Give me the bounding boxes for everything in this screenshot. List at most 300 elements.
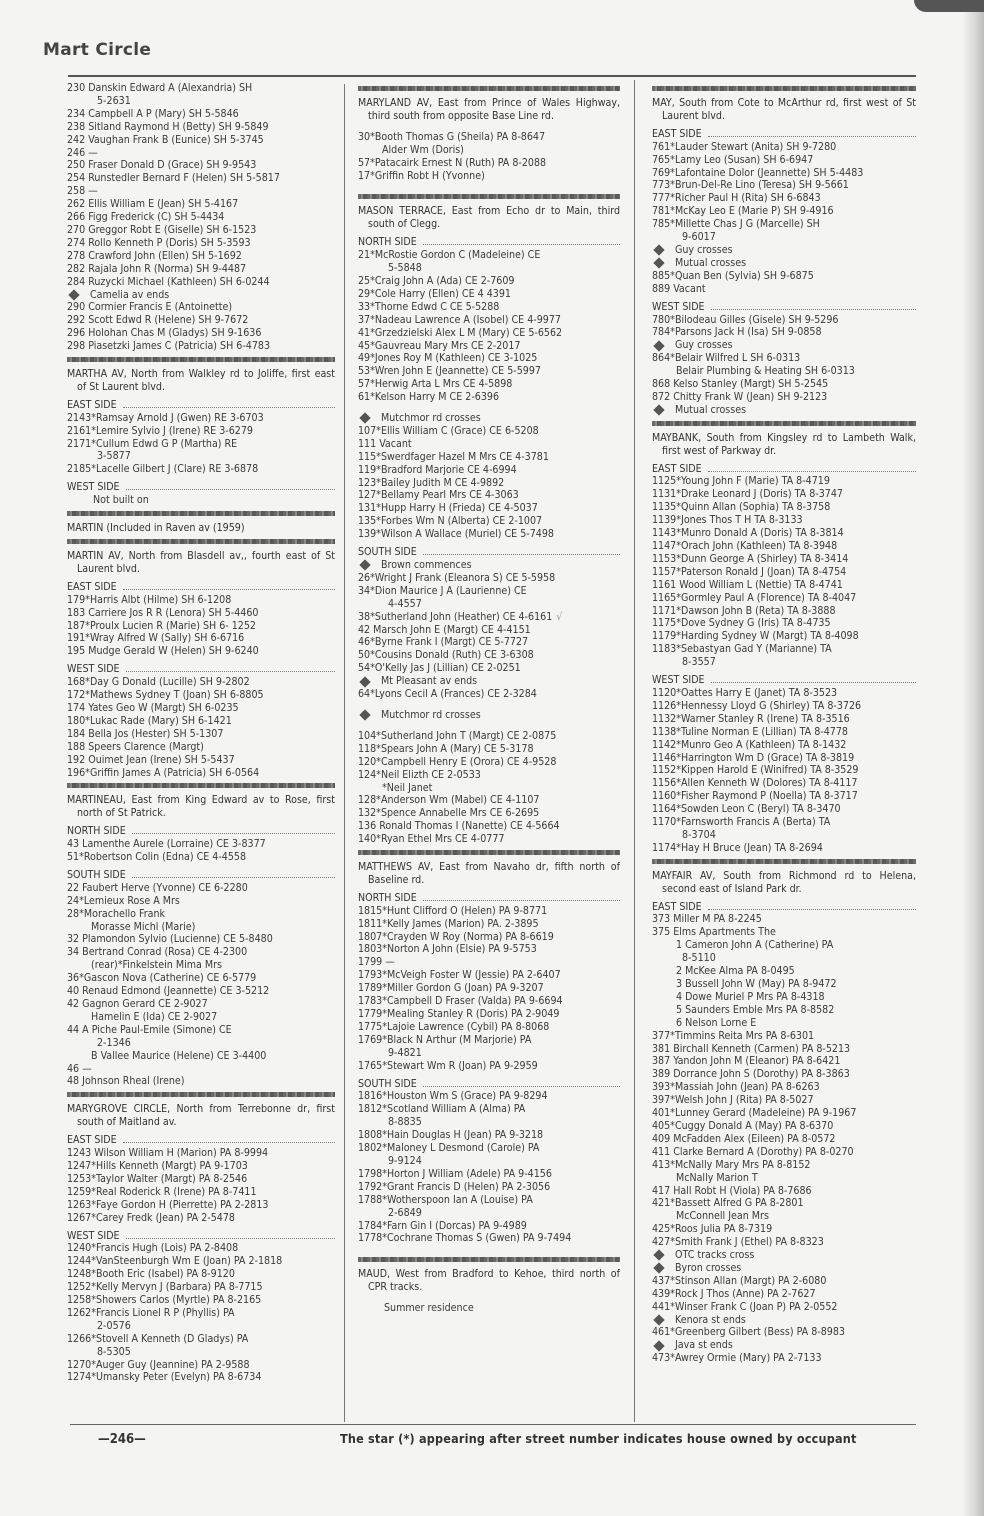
sub-entry: B Vallee Maurice (Helene) CE 3-4400 <box>91 1049 267 1062</box>
phone-continuation: 8-3557 <box>682 656 716 669</box>
cross-street-marker <box>652 1249 916 1262</box>
diamond-icon <box>653 1340 664 1351</box>
residence-entry: 473*Awrey Ormie (Mary) PA 2-7133 <box>652 1352 822 1365</box>
residence-entry: 1183*Sebastyan Gad Y (Marianne) TA <box>652 643 832 656</box>
leader-dots <box>423 236 620 245</box>
street-heading: MARTIN (Included in Raven av (1959) <box>67 522 245 535</box>
residence-entry: 274 Rollo Kenneth P (Doris) SH 5-3593 <box>67 236 251 249</box>
residence-entry: 1161 Wood William L (Nettie) TA 8-4741 <box>652 578 843 591</box>
side-heading <box>67 1230 335 1243</box>
residence-entry: 238 Sitland Raymond H (Betty) SH 9-5849 <box>67 120 269 133</box>
section-divider <box>358 194 620 199</box>
marker-label: Guy crosses <box>675 243 733 256</box>
leader-dots <box>126 663 335 672</box>
residence-entry: 885*Quan Ben (Sylvia) SH 9-6875 <box>652 269 814 282</box>
residence-entry: 30*Booth Thomas G (Sheila) PA 8-8647 <box>358 130 546 143</box>
residence-entry: 42 Marsch John E (Margt) CE 4-4151 <box>358 623 531 636</box>
diamond-icon <box>359 710 370 721</box>
residence-entry: 132*Spence Annabelle Mrs CE 6-2695 <box>358 807 540 820</box>
residence-entry: 37*Nadeau Lawrence A (Isobel) CE 4-9977 <box>358 313 561 326</box>
side-heading <box>67 399 335 412</box>
residence-entry: 1252*Kelly Mervyn J (Barbara) PA 8-7715 <box>67 1281 263 1294</box>
residence-entry: 1146*Harrington Wm D (Grace) TA 8-3819 <box>652 751 855 764</box>
street-heading: MARYGROVE CIRCLE, North from Terrebonne dr, first south of Maitland av. <box>67 1103 335 1129</box>
marker-label: Java st ends <box>675 1339 733 1352</box>
spacer <box>358 404 620 412</box>
residence-entry: 2161*Lemire Sylvio J (Irene) RE 3-6279 <box>67 424 253 437</box>
residence-entry: 246 — <box>67 146 98 159</box>
residence-entry: 41*Grzedzielski Alex L M (Mary) CE 5-6562 <box>358 326 563 339</box>
residence-entry: 461*Greenberg Gilbert (Bess) PA 8-8983 <box>652 1326 845 1339</box>
side-heading <box>67 1134 335 1147</box>
spacer <box>358 1294 620 1302</box>
residence-entry: 1147*Orach John (Kathleen) TA 8-3948 <box>652 540 838 552</box>
residence-entry: 401*Lunney Gerard (Madeleine) PA 9-1967 <box>652 1107 857 1120</box>
side-label: NORTH SIDE <box>67 825 126 838</box>
residence-entry: 180*Lukac Rade (Mary) SH 6-1421 <box>67 714 232 727</box>
residence-entry: 1258*Showers Carlos (Myrtle) PA 8-2165 <box>67 1294 262 1307</box>
residence-entry: 1171*Dawson John B (Reta) TA 8-3888 <box>652 604 836 617</box>
residence-entry: 413*McNally Mary Mrs PA 8-8152 <box>652 1158 811 1171</box>
residence-entry: 437*Stinson Allan (Margt) PA 2-6080 <box>652 1274 827 1287</box>
residence-entry: 1132*Warner Stanley R (Irene) TA 8-3516 <box>652 712 850 725</box>
residence-entry: 290 Cormier Francis E (Antoinette) <box>67 301 233 314</box>
diamond-icon <box>359 560 370 571</box>
residence-entry: 44 A Piche Paul-Emile (Simone) CE <box>67 1023 232 1036</box>
residence-entry: 50*Cousins Donald (Ruth) CE 3-6308 <box>358 649 534 662</box>
side-label: SOUTH SIDE <box>358 546 417 559</box>
cross-street-marker <box>358 709 620 722</box>
residence-entry: 1248*Booth Eric (Isabel) PA 8-9120 <box>67 1268 235 1281</box>
diamond-icon <box>653 405 664 416</box>
residence-entry: 168*Day G Donald (Lucille) SH 9-2802 <box>67 676 250 689</box>
sub-entry: Alder Wm (Doris) <box>382 143 464 156</box>
leader-dots <box>708 128 916 137</box>
residence-entry: 192 Ouimet Jean (Irene) SH 5-5437 <box>67 753 235 766</box>
marker-label: Mutual crosses <box>675 256 747 269</box>
residence-entry: 139*Wilson A Wallace (Muriel) CE 5-7498 <box>358 528 554 541</box>
residence-entry: 1244*VanSteenburgh Wm E (Joan) PA 2-1818 <box>67 1255 283 1268</box>
cross-street-marker <box>358 412 620 425</box>
phone-continuation: 8-5305 <box>97 1345 131 1358</box>
ownership-footnote: The star (*) appearing after street number indicates house owned by occupant <box>340 1431 857 1446</box>
directory-column-1 <box>67 82 335 1384</box>
residence-entry: 266 Figg Frederick (C) SH 5-4434 <box>67 211 225 224</box>
residence-entry: 439*Rock J Thos (Anne) PA 2-7627 <box>652 1287 816 1300</box>
residence-entry: 1815*Hunt Clifford O (Helen) PA 9-8771 <box>358 904 548 917</box>
residence-entry: 1240*Francis Hugh (Lois) PA 2-8408 <box>67 1242 239 1255</box>
phone-continuation: 4-4557 <box>388 597 422 610</box>
street-heading: MAYBANK, South from Kingsley rd to Lambeth Walk, first west of Parkway dr. <box>652 431 916 457</box>
residence-entry: 389 Dorrance John S (Dorothy) PA 8-3863 <box>652 1068 850 1081</box>
residence-entry <box>358 611 620 624</box>
residence-entry: 45*Gauvreau Mary Mrs CE 2-2017 <box>358 339 521 352</box>
residence-entry: 292 Scott Edwd R (Helene) SH 9-7672 <box>67 314 249 327</box>
diamond-icon <box>653 1250 664 1261</box>
residence-entry: 191*Wray Alfred W (Sally) SH 6-6716 <box>67 632 245 645</box>
side-heading <box>652 463 916 476</box>
residence-entry: 115*Swerdfager Hazel M Mrs CE 4-3781 <box>358 450 549 463</box>
residence-entry: 188 Speers Clarence (Margt) <box>67 740 204 753</box>
residence-entry: 872 Chitty Frank W (Jean) SH 9-2123 <box>652 390 828 403</box>
side-label: WEST SIDE <box>652 300 705 313</box>
residence-entry: 1263*Faye Gordon H (Pierrette) PA 2-2813 <box>67 1198 269 1211</box>
cross-street-marker <box>652 404 916 417</box>
section-divider <box>67 1092 335 1097</box>
residence-entry: 258 — <box>67 185 98 198</box>
residence-entry: 51*Robertson Colin (Edna) CE 4-4558 <box>67 851 247 864</box>
residence-entry: 381 Birchall Kenneth (Carmen) PA 8-5213 <box>652 1042 851 1055</box>
residence-entry: 411 Clarke Bernard A (Dorothy) PA 8-0270 <box>652 1145 854 1158</box>
residence-entry: 136 Ronald Thomas I (Nanette) CE 4-5664 <box>358 820 560 833</box>
residence-entry: 46 — <box>67 1062 92 1075</box>
cross-street-marker <box>652 1262 916 1275</box>
residence-entry: 1157*Paterson Ronald J (Joan) TA 8-4754 <box>652 565 847 578</box>
phone-continuation: 5-2631 <box>97 94 131 107</box>
residence-entry: 120*Campbell Henry E (Orora) CE 4-9528 <box>358 755 557 768</box>
residence-entry: 405*Cuggy Donald A (May) PA 8-6370 <box>652 1119 834 1132</box>
section-divider <box>652 859 916 864</box>
column-divider <box>634 80 635 1422</box>
residence-entry: 140*Ryan Ethel Mrs CE 4-0777 <box>358 833 505 846</box>
residence-entry: 1789*Miller Gordon G (Joan) PA 9-3207 <box>358 982 544 995</box>
residence-entry: 777*Richer Paul H (Rita) SH 6-6843 <box>652 192 821 205</box>
phone-continuation: 8-8835 <box>388 1116 422 1129</box>
residence-entry: 1160*Fisher Raymond P (Noella) TA 8-3717 <box>652 790 858 803</box>
street-heading: MARYLAND AV, East from Prince of Wales Highway, third south from opposite Base Line rd. <box>358 97 620 122</box>
cross-street-marker <box>652 257 916 270</box>
leader-dots <box>126 1230 335 1239</box>
residence-entry: 42 Gagnon Gerard CE 2-9027 <box>67 998 208 1010</box>
residence-entry: 1812*Scotland William A (Alma) PA <box>358 1103 526 1116</box>
street-heading: MASON TERRACE, East from Echo dr to Main, third south of Clegg. <box>358 205 620 231</box>
section-divider <box>652 421 916 426</box>
residence-entry: 781*McKay Leo E (Marie P) SH 9-4916 <box>652 205 834 218</box>
residence-entry: 124*Neil Elizth CE 2-0533 <box>358 768 481 781</box>
sub-entry: (rear)*Finkelstein Mima Mrs <box>91 959 222 972</box>
residence-entry: 298 Piasetzki James C (Patricia) SH 6-4783 <box>67 340 271 353</box>
marker-label: OTC tracks cross <box>675 1249 755 1262</box>
spacer <box>358 182 620 190</box>
residence-entry: 282 Rajala John R (Norma) SH 9-4487 <box>67 262 247 275</box>
street-heading: MATTHEWS AV, East from Navaho dr, fifth north of Baseline rd. <box>358 861 620 886</box>
cross-street-marker <box>652 244 916 257</box>
residence-entry: 46*Byrne Frank I (Margt) CE 5-7727 <box>358 636 529 649</box>
residence-entry: 57*Herwig Arta L Mrs CE 4-5898 <box>358 378 513 391</box>
cross-street-marker <box>652 1339 916 1352</box>
residence-entry: 1274*Umansky Peter (Evelyn) PA 8-6734 <box>67 1371 262 1384</box>
residence-entry: 195 Mudge Gerald W (Helen) SH 9-6240 <box>67 645 259 658</box>
spacer <box>358 1245 620 1253</box>
residence-entry: 1798*Horton J William (Adele) PA 9-4156 <box>358 1167 552 1180</box>
residence-entry: 421*Bassett Alfred G PA 8-2801 <box>652 1197 804 1210</box>
residence-entry: 296 Holohan Chas M (Gladys) SH 9-1636 <box>67 327 262 340</box>
diamond-icon <box>653 258 664 269</box>
leader-dots <box>126 481 335 490</box>
residence-entry: 393*Massiah John (Jean) PA 8-6263 <box>652 1081 820 1094</box>
residence-entry: 21*McRostie Gordon C (Madeleine) CE <box>358 249 541 262</box>
cross-street-marker <box>358 559 620 572</box>
residence-entry: 28*Morachello Frank <box>67 907 166 920</box>
residence-entry: 64*Lyons Cecil A (Frances) CE 2-3284 <box>358 688 537 701</box>
phone-continuation: 2-6849 <box>388 1206 422 1219</box>
marker-label: Mt Pleasant av ends <box>381 675 478 688</box>
residence-entry: 761*Lauder Stewart (Anita) SH 9-7280 <box>652 140 837 153</box>
residence-entry: 34 Bertrand Conrad (Rosa) CE 4-2300 <box>67 946 248 959</box>
column-divider <box>344 84 345 1422</box>
residence-entry: 1156*Allen Kenneth W (Dolores) TA 8-4117 <box>652 777 858 790</box>
street-heading: MAYFAIR AV, South from Richmond rd to Helena, second east of Island Park dr. <box>652 869 916 895</box>
residence-entry: 2171*Cullum Edwd G P (Martha) RE <box>67 437 238 450</box>
residence-entry: 250 Fraser Donald D (Grace) SH 9-9543 <box>67 159 257 172</box>
check-mark-icon: √ <box>556 610 563 623</box>
sub-entry: 1 Cameron John A (Catherine) PA <box>676 939 834 952</box>
marker-label: Guy crosses <box>675 339 733 352</box>
side-label: NORTH SIDE <box>358 236 417 249</box>
leader-dots <box>423 1078 620 1087</box>
street-heading: MARTINEAU, East from King Edward av to Rose, first north of St Patrick. <box>67 794 335 820</box>
residence-entry: 123*Bailey Judith M CE 4-9892 <box>358 476 505 489</box>
residence-entry: 118*Spears John A (Mary) CE 5-3178 <box>358 742 534 755</box>
residence-entry: 1775*Lajoie Lawrence (Cybil) PA 8-8068 <box>358 1020 550 1033</box>
leader-dots <box>123 1134 335 1143</box>
residence-entry: 107*Ellis William C (Grace) CE 6-5208 <box>358 424 539 437</box>
side-heading <box>67 663 335 676</box>
residence-entry: 24*Lemieux Rose A Mrs <box>67 894 180 907</box>
residence-entry: 183 Carriere Jos R R (Lenora) SH 5-4460 <box>67 606 259 619</box>
residence-entry: 1253*Taylor Walter (Margt) PA 8-2546 <box>67 1172 248 1185</box>
side-heading <box>652 674 916 687</box>
residence-entry: 25*Craig John A (Ada) CE 2-7609 <box>358 274 515 287</box>
side-heading <box>358 236 620 249</box>
residence-entry: 1152*Kippen Harold E (Winifred) TA 8-3529 <box>652 764 859 777</box>
residence-entry: 262 Ellis William E (Jean) SH 5-4167 <box>67 198 239 211</box>
leader-dots <box>711 674 916 683</box>
residence-entry: 32 Plamondon Sylvio (Lucienne) CE 5-8480 <box>67 933 273 946</box>
cross-street-marker <box>358 675 620 688</box>
sub-entry: McNally Marion T <box>676 1171 758 1184</box>
residence-entry: 179*Harris Albt (Hilme) SH 6-1208 <box>67 593 232 606</box>
street-heading: MAY, South from Cote to McArthur rd, first west of St Laurent blvd. <box>652 97 916 122</box>
directory-column-3 <box>652 82 916 1365</box>
residence-entry: 1799 — <box>358 956 395 969</box>
residence-entry: 17*Griffin Robt H (Yvonne) <box>358 169 485 182</box>
marker-label: Mutchmor rd crosses <box>381 412 481 425</box>
residence-entry: 773*Brun-Del-Re Lino (Teresa) SH 9-5661 <box>652 179 849 192</box>
side-heading <box>67 581 335 594</box>
residence-entry: 1262*Francis Lionel R P (Phyllis) PA <box>67 1306 235 1319</box>
residence-entry: 1266*Stovell A Kenneth (D Gladys) PA <box>67 1332 249 1345</box>
sub-entry: Hamelin E (Ida) CE 2-9027 <box>91 1010 218 1023</box>
residence-entry: 769*Lafontaine Dolor (Jeannette) SH 5-4483 <box>652 166 864 179</box>
section-divider <box>358 1257 620 1262</box>
marker-label: Camelia av ends <box>90 288 170 301</box>
entry-text: 38*Sutherland John (Heather) CE 4-6161 <box>358 610 553 623</box>
residence-entry: 387 Yandon John M (Eleanor) PA 8-6421 <box>652 1055 841 1068</box>
side-label: SOUTH SIDE <box>358 1077 417 1090</box>
phone-continuation: 3-5877 <box>97 450 131 463</box>
residence-entry: 57*Patacairk Ernest N (Ruth) PA 8-2088 <box>358 156 547 169</box>
leader-dots <box>708 901 916 910</box>
residence-entry: 104*Sutherland John T (Margt) CE 2-0875 <box>358 729 557 742</box>
side-label: WEST SIDE <box>67 663 120 676</box>
residence-entry: 1175*Dove Sydney G (Iris) TA 8-4735 <box>652 617 831 630</box>
phone-continuation: 9-4821 <box>388 1046 422 1059</box>
side-heading <box>67 825 335 838</box>
residence-entry: 242 Vaughan Frank B (Eunice) SH 5-3745 <box>67 133 264 146</box>
residence-entry: 284 Ruzycki Michael (Kathleen) SH 6-0244 <box>67 275 270 288</box>
sub-entry: 6 Nelson Lorne E <box>676 1016 757 1029</box>
leader-dots <box>123 399 335 408</box>
side-heading <box>358 1078 620 1091</box>
residence-entry: 127*Bellamy Pearl Mrs CE 4-3063 <box>358 489 519 502</box>
phone-continuation: 9-9124 <box>388 1154 422 1167</box>
side-label: WEST SIDE <box>652 674 705 687</box>
side-label: SOUTH SIDE <box>67 868 126 881</box>
section-divider <box>358 86 620 91</box>
phone-continuation: 8-5110 <box>682 952 716 965</box>
side-label: EAST SIDE <box>67 398 117 411</box>
cross-street-marker <box>652 1314 916 1327</box>
section-divider <box>652 86 916 91</box>
leader-dots <box>711 301 916 310</box>
residence-entry: 397*Welsh John J (Rita) PA 8-5027 <box>652 1094 814 1107</box>
residence-entry: 1179*Harding Sydney W (Margt) TA 8-4098 <box>652 630 859 643</box>
residence-entry: 1165*Gormley Paul A (Florence) TA 8-4047 <box>652 591 857 604</box>
spacer <box>358 123 620 131</box>
residence-entry: 61*Kelson Harry M CE 2-6396 <box>358 391 500 404</box>
residence-entry: 131*Hupp Harry H (Frieda) CE 4-5037 <box>358 502 538 515</box>
residence-entry: 1259*Real Roderick R (Irene) PA 8-7411 <box>67 1185 257 1198</box>
residence-entry: 1120*Oattes Harry E (Janet) TA 8-3523 <box>652 686 838 699</box>
footer-rule <box>70 1424 916 1425</box>
diamond-icon <box>359 676 370 687</box>
residence-entry: 427*Smith Frank J (Ethel) PA 8-8323 <box>652 1236 824 1249</box>
residence-entry: 425*Roos Julia PA 8-7319 <box>652 1223 773 1236</box>
side-label: EAST SIDE <box>67 1134 117 1147</box>
residence-entry: 784*Parsons Jack H (Isa) SH 9-0858 <box>652 326 822 339</box>
residence-entry: 1270*Auger Guy (Jeannine) PA 2-9588 <box>67 1358 250 1371</box>
diamond-icon <box>653 1263 664 1274</box>
residence-entry: 1126*Hennessy Lloyd G (Shirley) TA 8-3726 <box>652 699 862 712</box>
sub-entry: 3 Bussell John W (May) PA 8-9472 <box>676 978 837 990</box>
side-heading <box>652 901 916 914</box>
cross-street-marker <box>67 289 335 302</box>
street-heading: MARTHA AV, North from Walkley rd to Joliffe, first east of St Laurent blvd. <box>67 368 335 393</box>
page-header: Mart Circle <box>43 40 152 60</box>
directory-column-2 <box>358 82 620 1315</box>
residence-entry: 1802*Maloney L Desmond (Carole) PA <box>358 1142 540 1155</box>
residence-entry: 234 Campbell A P (Mary) SH 5-5846 <box>67 107 239 120</box>
sub-entry: 4 Dowe Muriel P Mrs PA 8-4318 <box>676 990 825 1003</box>
diamond-icon <box>653 1314 664 1325</box>
spacer <box>358 701 620 709</box>
residence-entry: 1788*Wotherspoon Ian A (Louise) PA <box>358 1193 533 1206</box>
side-label: EAST SIDE <box>652 900 702 913</box>
residence-entry: 1164*Sowden Leon C (Beryl) TA 8-3470 <box>652 803 841 816</box>
leader-dots <box>132 869 335 878</box>
residence-entry: 1131*Drake Leonard J (Doris) TA 8-3747 <box>652 488 843 501</box>
residence-entry: 373 Miller M PA 8-2245 <box>652 913 762 926</box>
residence-entry: 780*Bilodeau Gilles (Gisele) SH 9-5296 <box>652 313 839 326</box>
phone-continuation: 2-1346 <box>97 1036 131 1049</box>
residence-entry: 1153*Dunn George A (Shirley) TA 8-3414 <box>652 552 849 565</box>
side-label: EAST SIDE <box>652 127 702 140</box>
street-note: Not built on <box>93 494 149 507</box>
side-heading <box>67 481 335 494</box>
section-divider <box>358 850 620 855</box>
scan-corner <box>914 0 984 12</box>
sub-entry: Belair Plumbing & Heating SH 6-0313 <box>676 365 855 378</box>
section-divider <box>67 539 335 544</box>
residence-entry: 1143*Munro Donald A (Doris) TA 8-3814 <box>652 527 844 540</box>
residence-entry: 196*Griffin James A (Patricia) SH 6-0564 <box>67 766 260 779</box>
street-heading: MARTIN AV, North from Blasdell av,, fourth east of St Laurent blvd. <box>67 550 335 575</box>
residence-entry: 22 Faubert Herve (Yvonne) CE 6-2280 <box>67 881 248 894</box>
leader-dots <box>423 546 620 555</box>
residence-entry: 54*O'Kelly Jas J (Lillian) CE 2-0251 <box>358 662 521 675</box>
marker-label: Brown commences <box>381 559 472 571</box>
diamond-icon <box>68 289 79 300</box>
leader-dots <box>132 825 335 834</box>
side-label: NORTH SIDE <box>358 891 417 904</box>
leader-dots <box>708 463 916 472</box>
residence-entry: 187*Proulx Lucien R (Marie) SH 6- 1252 <box>67 619 256 632</box>
residence-entry: 278 Crawford John (Ellen) SH 5-1692 <box>67 249 242 262</box>
residence-entry: 184 Bella Jos (Hester) SH 5-1307 <box>67 727 224 740</box>
residence-entry: 409 McFadden Alex (Eileen) PA 8-0572 <box>652 1132 836 1145</box>
residence-entry: 111 Vacant <box>358 437 412 450</box>
diamond-icon <box>359 413 370 424</box>
street-heading: MAUD, West from Bradford to Kehoe, third north of CPR tracks. <box>358 1268 620 1294</box>
residence-entry: 868 Kelso Stanley (Margt) SH 5-2545 <box>652 378 829 391</box>
residence-entry: 1808*Hain Douglas H (Jean) PA 9-3218 <box>358 1129 544 1142</box>
side-heading <box>652 128 916 141</box>
marker-label: Mutual crosses <box>675 403 747 416</box>
side-heading <box>358 546 620 559</box>
header-rule <box>68 75 916 77</box>
sub-entry: Morasse Michl (Marie) <box>91 920 196 933</box>
phone-continuation: 9-6017 <box>682 231 716 244</box>
street-note: Summer residence <box>384 1302 474 1315</box>
phone-continuation: 2-0576 <box>97 1319 131 1332</box>
residence-entry: 1792*Grant Francis D (Helen) PA 2-3056 <box>358 1180 551 1193</box>
side-heading <box>67 869 335 882</box>
side-heading <box>358 892 620 905</box>
residence-entry: 135*Forbes Wm N (Alberta) CE 2-1007 <box>358 515 543 528</box>
residence-entry: 128*Anderson Wm (Mabel) CE 4-1107 <box>358 794 540 807</box>
residence-entry: 230 Danskin Edward A (Alexandria) SH <box>67 82 253 94</box>
residence-entry: 1142*Munro Geo A (Kathleen) TA 8-1432 <box>652 738 847 751</box>
residence-entry: 1816*Houston Wm S (Grace) PA 9-8294 <box>358 1090 548 1103</box>
residence-entry: 254 Runstedler Bernard F (Helen) SH 5-5817 <box>67 172 280 185</box>
side-label: WEST SIDE <box>67 1229 120 1242</box>
spacer <box>358 722 620 730</box>
residence-entry: 1170*Farnsworth Francis A (Berta) TA <box>652 816 831 829</box>
residence-entry: 48 Johnson Rheal (Irene) <box>67 1075 185 1088</box>
page-edge-shadow <box>962 0 984 1516</box>
diamond-icon <box>653 245 664 256</box>
section-divider <box>67 783 335 788</box>
residence-entry: 49*Jones Roy M (Kathleen) CE 3-1025 <box>358 352 538 365</box>
side-label: WEST SIDE <box>67 481 120 494</box>
page-number: —246— <box>98 1432 146 1447</box>
side-label: EAST SIDE <box>67 580 117 593</box>
residence-entry: 889 Vacant <box>652 282 706 295</box>
residence-entry: 1779*Mealing Stanley R (Doris) PA 2-9049 <box>358 1008 560 1020</box>
diamond-icon <box>653 340 664 351</box>
residence-entry: 1783*Campbell D Fraser (Valda) PA 9-6694 <box>358 995 563 1008</box>
